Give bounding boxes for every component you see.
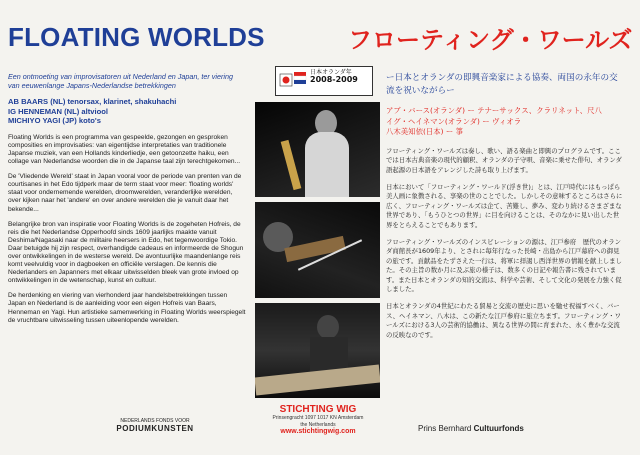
prins-bernhard-cultuurfonds-logo: Prins Bernhard Cultuurfonds xyxy=(418,424,524,433)
dutch-paragraph: Floating Worlds is een programma van gespeelde, gezongen en gesproken composities en improvisaties: van eigentijdse interpretaties van traditionele Japanse muziek, van een Hollands kinderliedje, een getoonzette haiku, een collage van Nederlandse woorden die in de Japanse taal zijn terechtgekomen... xyxy=(8,133,241,166)
logo-text: 日本オランダ年 2008-2009 xyxy=(310,69,358,84)
stichting-wig-block xyxy=(262,404,374,435)
title-english: FLOATING WORLDS xyxy=(8,22,265,52)
japanese-performers xyxy=(386,106,624,138)
performer-michiyo-yagi-jp: 八木美知依(日本) ー 箏 xyxy=(386,127,463,137)
dutch-paragraph: De 'Vliedende Wereld' staat in Japan vooral voor de periode van prenten van de courtisanes in het Edo tijdperk maar de term staat voor meer: 'floating worlds' staat voor ondernemende werelden, droomwerelden, veranderlijke werelden, over kijken naar het 'andere' en over andere werelden die je vanuit daar het bekende... xyxy=(8,173,242,213)
japanese-paragraph: フローティング・ワールズのインスピレーションの源は、江戸参府 歴代のオランダ商館長が1609年より、とされに毎年行なった長崎・出島から江戸幕府への御見の旅です。貢献品をたずさえた一行は、将軍に拝謁し西洋世界の情報を献上しました。その主旨の数か月に及ぶ旅の様子は、数多くの日記や報告書に残されています。また日本とオランダの知的交流は、科学や芸術、そして文化の発展を力強く促しました。 xyxy=(386,238,622,294)
photo-violist xyxy=(255,202,380,298)
performer-ab-baars-jp: アブ・バース(オランダ) ー テナーサックス、クラリネット、尺八 xyxy=(386,106,602,115)
fonds-podiumkunsten-logo: NEDERLANDS FONDS VOOR PODIUMKUNSTEN xyxy=(116,418,194,433)
stichting-wig-url[interactable]: www.stichtingwig.com xyxy=(280,428,356,435)
dutch-paragraph: Belangrijke bron van inspiratie voor Floating Worlds is de zogeheten Hofreis, de reis die het Nederlandse Opperhoofd sinds 1609 jaarlijks maakte vanuit Deshima/Nagasaki naar de militaire heersers in Edo, het tegenwoordige Tokio. Daar betuigde hij zijn respect, overhandigde cadeaus en informeerde de Shogun over ontwikkelingen in de westerse wereld. De avontuurlijke maandenlange reis komt veelvuldig voor in dagboeken en officiële verslagen. De kennis die Nederlanders en Japanners met elkaar uitwisselden bleek van grote invloed op ontwikkelingen in de wetenschap, kunst en cultuur. xyxy=(8,220,244,285)
performer-ig-henneman-jp: イグ・ヘイネマン(オランダ) ー ヴィオラ xyxy=(386,116,522,126)
japanese-paragraph: フローティング・ワールズは奏し、歌い、語る楽曲と即興のプログラムです。ここでは日本古典音楽の現代的顧釈、オランダの子守唄、音楽に乗せた俳句、オランダ語起源の日本語をアレンジした詩も取り上げます。 xyxy=(386,146,622,174)
photo-saxophonist xyxy=(255,102,380,197)
stichting-wig-name: STICHTING WIG xyxy=(279,404,357,415)
japan-netherlands-year-logo xyxy=(275,66,373,96)
flag-icon xyxy=(279,68,309,94)
photo-koto-player xyxy=(255,303,380,398)
performer-michiyo-yagi: MICHIYO YAGI (JP) koto's xyxy=(8,116,101,126)
dutch-paragraph: De herdenking en viering van vierhonderd jaar handelsbetrekkingen tussen Japan en Nederland is de aanleiding voor een eigen Hofreis van Baars, Henneman en Yagi. Hun artistieke samenwerking in Floating Worlds weerspiegelt de vruchtbare uitwisseling tussen uiteenlopende werelden. xyxy=(8,292,246,324)
performer-ig-henneman: IG HENNEMAN (NL) altviool xyxy=(8,106,108,116)
japanese-paragraph: 日本において「フローティング・ワールド(浮き世)」とは、江戸時代にはもっぱら美人画に象徴される、享楽の世のことでした。しかしその意味するところはさらに広く、フローティング・ワールズは企て、苦難し、夢み、変わり続けるさまざまな世界であり、「もうひとつの世界」に目を向けることは、そのなかに見い出した世界をとらえることでもあります。 xyxy=(386,183,623,229)
japanese-paragraph: 日本とオランダの4世紀にわたる貿易と交流の歴史に思いを馳せ祝福すべく、バース、ヘイネマン、八木は、この新たな江戸参府に旅立ちます。フローティング・ワールズにおける3人の芸術的協働は、異なる世界の間に育まれた、永く豊かな交流の反映なのです。 xyxy=(386,302,621,339)
dutch-column xyxy=(8,72,246,332)
stichting-wig-address: Prinsengracht 1097 1017 KN Amsterdam xyxy=(272,415,364,421)
dutch-subtitle: Een ontmoeting van improvisatoren uit Nederland en Japan, ter viering van eeuwenlange Japans-Nederlandse betrekkingen xyxy=(8,72,233,90)
dutch-performers xyxy=(8,97,246,126)
japanese-column xyxy=(386,72,624,348)
stichting-wig-country: the Netherlands xyxy=(300,421,336,428)
performer-ab-baars: AB BAARS (NL) tenorsax, klarinet, shakuhachi xyxy=(8,97,177,106)
title-japanese: フローティング・ワールズ xyxy=(348,26,633,54)
japanese-subtitle: ー日本とオランダの即興音楽家による協奏、両国の永年の交流を祝いながらー xyxy=(386,73,618,96)
